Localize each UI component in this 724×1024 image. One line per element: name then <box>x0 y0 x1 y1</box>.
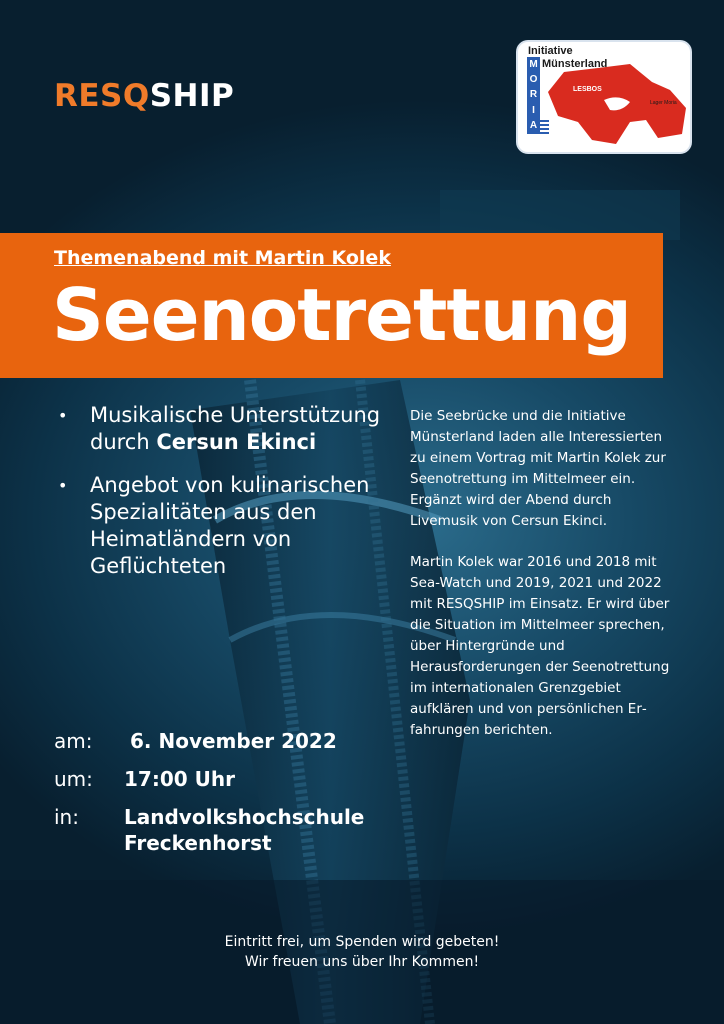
title-banner <box>0 233 663 378</box>
moria-letter: A <box>529 119 538 131</box>
place-row <box>54 804 364 856</box>
resqship-logo-left: RESQ <box>54 78 150 114</box>
moria-vertical-text <box>527 57 540 133</box>
event-subtitle: Themenabend mit Martin Kolek <box>54 247 391 269</box>
event-title: Seenotrettung <box>52 273 631 357</box>
initiative-title: Initiative <box>528 45 573 57</box>
time-value: 17:00 Uhr <box>124 767 235 791</box>
date-row <box>54 728 364 754</box>
time-row <box>54 766 364 792</box>
place-line: Freckenhorst <box>124 831 272 855</box>
footer-note <box>0 932 724 972</box>
date-value: 6. November 2022 <box>130 729 337 753</box>
initiative-subtitle: Münsterland <box>542 58 608 70</box>
event-details <box>54 728 364 868</box>
footer-line: Wir freuen uns über Ihr Kommen! <box>244 954 480 970</box>
resqship-logo-right: SHIP <box>149 78 235 114</box>
lesbos-label: LESBOS <box>573 86 602 93</box>
date-label: am: <box>54 729 93 753</box>
description-paragraph: Die Seebrücke und die Initiative Münsterland laden alle Interessierten zu einem Vortrag mit Martin Kolek zur Seenotrettung im Mittelmeer ein. Ergänzt wird der Abend durch Livemusik von Cersun Ekinci. <box>410 408 666 529</box>
highlights-list <box>58 402 388 596</box>
initiative-muensterland-logo <box>516 40 692 154</box>
moria-letter: I <box>532 104 535 116</box>
description-paragraph: Martin Kolek war 2016 und 2018 mit Sea-Watch und 2019, 2021 und 2022 mit RESQSHIP im Einsatz. Er wird über die Situation im Mittelmeer sprechen, über Hintergründe und Herausforderungen der Seenotrettung im internationalen Grenzgebiet aufklären und von persönlichen Erfahrungen berichten. <box>410 554 670 738</box>
highlight-text: Angebot von kulinarischen Spezialitäten aus den Heimatländern von Geflüchteten <box>90 473 370 578</box>
moria-letter: M <box>529 59 538 71</box>
place-value <box>124 804 364 856</box>
resqship-logo <box>54 78 234 114</box>
footer-line: Eintritt frei, um Spenden wird gebeten! <box>224 934 500 950</box>
moria-letter: O <box>529 74 538 86</box>
place-line: Landvolkshochschule <box>124 805 365 829</box>
highlight-text: Musikalische Unterstützung durch <box>90 403 381 454</box>
musician-name: Cersun Ekinci <box>156 430 317 454</box>
list-item <box>58 402 388 456</box>
place-label: in: <box>54 805 79 829</box>
time-label: um: <box>54 767 93 791</box>
list-item <box>58 472 388 580</box>
lager-moria-label: Lager Moria <box>650 100 677 106</box>
moria-letter: R <box>529 89 538 101</box>
event-description <box>410 406 678 761</box>
